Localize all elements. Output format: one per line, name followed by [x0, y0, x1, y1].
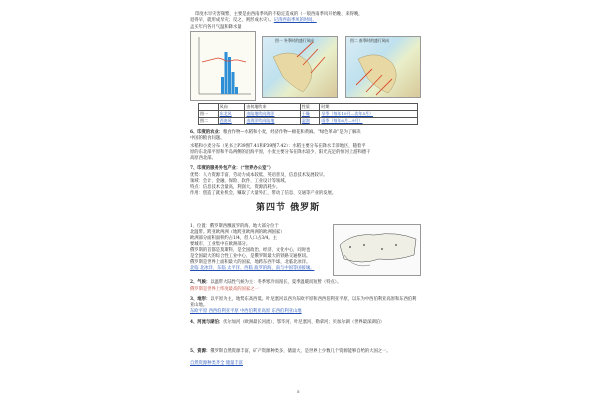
- map-svg: [346, 37, 422, 99]
- rivers-line: 4、河流与湖泊：伏尔加河（欧洲最长河流）、鄂毕河、叶尼塞河、勒拿河；贝加尔湖（世界最深湖泊）: [190, 320, 385, 325]
- text-line: 水稻和小麦分布（见书上P39图7.41和P39图7.42）：水稻主要分布在降水丰沛地区，随着平: [190, 144, 366, 149]
- text-line: 原的东北部平原和半岛两侧的沿海平原，小麦主要分布在降水较少、阳光充足的恒河上游和德干: [190, 150, 371, 155]
- table-cell: 性质: [300, 104, 320, 111]
- climate-chart-caption: 孟买年内各月气温和降水量: [190, 25, 242, 30]
- resources-links: 自然资源种类齐全 储量丰富: [190, 361, 243, 366]
- climate-chart: [190, 31, 256, 101]
- text-line: 要城市、工业集中在欧洲部分。: [190, 242, 251, 247]
- text-line: 印度水旱灾害频繁，主要是由西南季风的不稳定造成的（一般西南季风开始晚、来得晚，: [195, 12, 363, 17]
- text-line: 作用：创造了就业机会，赚取了大量外汇，带动了信息、交通等产业的发展。: [190, 191, 337, 196]
- text-line: 退得早，就形成旱灾；反之，则形成水灾）。记清西南季风的时间。: [190, 18, 317, 23]
- text-line: 北温带。跨亚欧两洲（地跨亚欧两洲的欧洲国家）: [190, 230, 285, 235]
- table-cell: 由海洋吹向陆地: [245, 118, 300, 125]
- text-line: 优势：人力资源丰富、劳动力成本较低、英语普及、信息技术发展较早。: [190, 173, 328, 178]
- section-6-line: 6、印度的农业：粮食作物—水稻和小麦，经济作物—棉花和黄麻。“绿色革命”是为了解决: [190, 130, 361, 135]
- section-6-line2: 中国的粮食问题。: [190, 136, 225, 141]
- section-header: 第四节 俄罗斯: [256, 203, 321, 213]
- climate-line: 2、气候：以温带大陆性气候为主：冬季寒冷而漫长，夏季温暖而短暂（特点）。: [190, 280, 342, 285]
- table-row: [199, 111, 418, 118]
- table-row: [199, 118, 418, 125]
- table-cell: 图二: [199, 118, 219, 125]
- text-line: 领域：会计、金融、保险、软件、工业设计等领域。: [190, 179, 289, 184]
- table-cell: 干燥: [300, 111, 320, 118]
- figure-caption: 图一 冬季时的盛行风向: [275, 38, 315, 43]
- resources-line: 5、资源：俄罗斯自然资源丰富，矿产资源种类多，储量大，是世界上少数几个资源能够自给的大国之一。: [190, 349, 391, 354]
- text-line: 1、位置：俄罗斯西濒波罗的海，地大部分位于: [190, 224, 279, 229]
- text-line: 欧洲部分面积面积约占1/4，但人口占3/4。主: [190, 236, 277, 241]
- table-cell: 由陆地吹向海洋: [245, 111, 300, 118]
- map-svg: [263, 37, 339, 99]
- table-cell: 风向: [218, 104, 245, 111]
- table-cell: 旱季（每年10月—次年5月）: [320, 111, 418, 118]
- text-line: 高原西北部。: [190, 156, 216, 161]
- monsoon-table: [198, 103, 418, 125]
- climate-link: 俄罗斯是世界上纬度最高的国家之一: [190, 287, 259, 292]
- figure-caption: 图二 南季时的盛行风向: [350, 38, 390, 43]
- climate-chart-svg: [191, 32, 257, 102]
- text-line: 俄罗斯的首都是莫斯科，是全国政治、经济、文化中心，同时也: [190, 248, 311, 253]
- table-cell: 东北风: [218, 111, 245, 118]
- text-line: 特点：信息技术含量高，利润大，资源消耗少。: [190, 185, 281, 190]
- table-cell: 图一: [199, 111, 219, 118]
- russia-map: [333, 224, 421, 276]
- winter-wind-map: [262, 36, 338, 98]
- table-cell: [199, 104, 219, 111]
- summer-wind-map: [345, 36, 421, 98]
- link-text: 记清西南季风的时间。: [273, 18, 317, 23]
- table-cell: 西南风: [218, 118, 245, 125]
- table-cell: 雨季（每年6月—9月）: [320, 118, 418, 125]
- table-header-row: [199, 104, 418, 111]
- page-number: 5: [297, 389, 300, 394]
- map-svg: [334, 225, 422, 277]
- text-line: 俄罗斯是世界上面积最大的国家，地跨东西半球，北临北冰洋。: [190, 260, 311, 265]
- table-cell: 由何地吹来: [245, 104, 300, 111]
- terrain-links: 东欧平原 西西伯利亚平原 中西伯利亚高原 东西伯利亚山地: [190, 309, 302, 314]
- table-cell: 湿润: [300, 118, 320, 125]
- terrain-line: 3、地形：以平原为主，地势东高西低。叶尼塞河以西为东欧平原和西西伯利亚平原，以东为中西伯利亚高原和东西伯利亚山地。: [190, 297, 417, 308]
- text-line: 北临 北冰洋、东临 太平洋、西临 波罗的海，南与中国等国接壤。: [190, 266, 315, 271]
- table-cell: 时期: [320, 104, 418, 111]
- section-7-title: 7、印度的服务外包产业：（“世界办公室”）: [190, 166, 274, 171]
- text-line: 是全国最大的综合性工业中心，是俄罗斯最大的铁路交通枢纽。: [190, 254, 311, 259]
